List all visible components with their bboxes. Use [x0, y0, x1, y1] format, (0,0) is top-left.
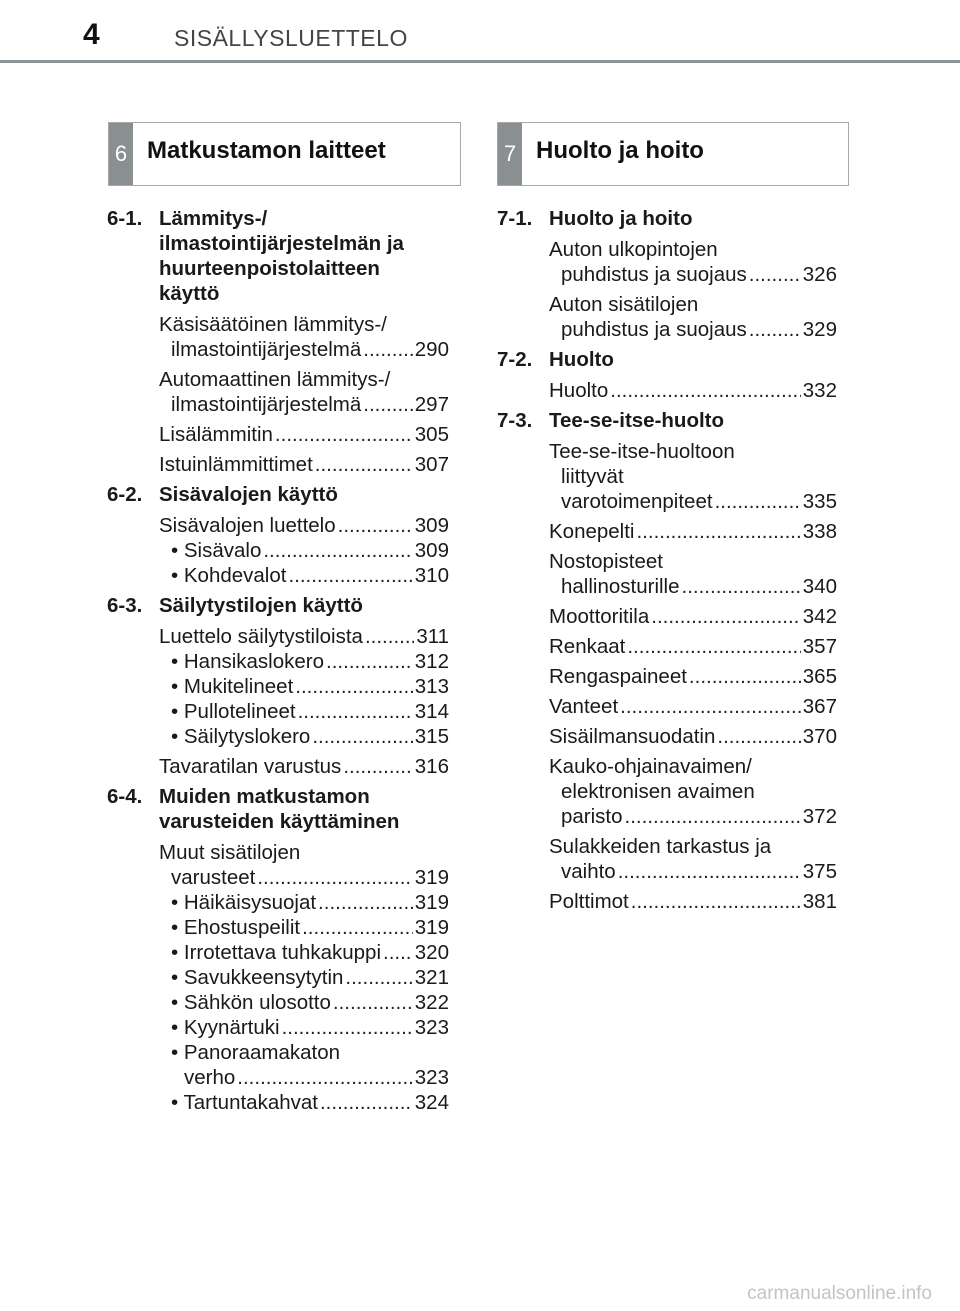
toc-subentry[interactable]	[171, 563, 449, 588]
toc-entry[interactable]	[159, 422, 449, 447]
section-title	[549, 347, 837, 372]
toc-subentry[interactable]	[171, 915, 449, 940]
toc-section	[497, 408, 837, 914]
dot-leader	[749, 262, 801, 287]
page-ref: 323	[414, 1066, 449, 1089]
entry-title: Vanteet	[549, 695, 619, 718]
page-ref: 310	[414, 564, 449, 587]
entry-text-line: liittyvät	[561, 465, 624, 488]
dot-leader	[717, 724, 800, 749]
toc-entry[interactable]	[549, 378, 837, 403]
page-ref: 329	[802, 318, 837, 341]
toc-section	[497, 347, 837, 403]
toc-entry[interactable]	[549, 439, 837, 514]
entry-leader-line	[549, 489, 837, 514]
dot-leader	[298, 699, 413, 724]
chapter-number-tab: 6	[109, 123, 133, 185]
entry-text-line: Auton ulkopintojen	[549, 238, 718, 261]
toc-entry[interactable]	[549, 292, 837, 342]
page-ref: 297	[414, 393, 449, 416]
entry-text-line: Kauko-ohjainavaimen/	[549, 755, 752, 778]
entry-leader-line	[549, 634, 837, 659]
dot-leader	[257, 865, 412, 890]
toc-entry[interactable]	[549, 834, 837, 884]
entry-leader-line	[159, 452, 449, 477]
toc-entry[interactable]	[159, 754, 449, 779]
toc-entry[interactable]	[549, 519, 837, 544]
section-number: 6-4.	[107, 785, 143, 808]
entry-leader-line	[159, 624, 449, 649]
dot-leader	[318, 890, 413, 915]
toc-column-chapter-7	[497, 206, 837, 919]
dot-leader	[326, 649, 413, 674]
section-title-line: varusteiden käyttäminen	[159, 810, 400, 833]
section-number: 7-3.	[497, 409, 533, 432]
page-ref: 313	[414, 675, 449, 698]
page-ref: 321	[414, 966, 449, 989]
entry-title: • Säilytyslokero	[171, 725, 311, 748]
dot-leader	[275, 422, 413, 447]
page-ref: 324	[414, 1091, 449, 1114]
section-title-line: ilmastointijärjestelmän ja	[159, 232, 404, 255]
entry-title: Polttimot	[549, 890, 629, 913]
toc-entry[interactable]	[549, 604, 837, 629]
entry-leader-line	[159, 337, 449, 362]
entry-title: • Ehostuspeilit	[171, 916, 301, 939]
page-ref: 319	[414, 916, 449, 939]
entry-text-line: Auton sisätilojen	[549, 293, 699, 316]
entry-leader-line	[549, 317, 837, 342]
entry-leader-line	[159, 392, 449, 417]
entry-leader-line	[549, 378, 837, 403]
toc-subentry[interactable]	[171, 724, 449, 749]
page-ref: 314	[414, 700, 449, 723]
section-title-line: Huolto	[549, 348, 614, 371]
entry-title: varusteet	[171, 866, 256, 889]
section-heading[interactable]	[107, 593, 449, 618]
entry-title: • Sisävalo	[171, 539, 262, 562]
entry-leader-line	[171, 1015, 449, 1040]
toc-subentry[interactable]	[171, 1090, 449, 1115]
section-title	[159, 593, 449, 618]
dot-leader	[320, 1090, 413, 1115]
page-ref: 323	[414, 1016, 449, 1039]
dot-leader	[689, 664, 801, 689]
entry-leader-line	[549, 519, 837, 544]
dot-leader	[345, 965, 412, 990]
entry-text-line: Sulakkeiden tarkastus ja	[549, 835, 772, 858]
section-number: 7-1.	[497, 207, 533, 230]
entry-leader-line	[171, 674, 449, 699]
entry-title: puhdistus ja suojaus	[561, 263, 747, 286]
entry-title: verho	[184, 1066, 236, 1089]
page-ref: 307	[414, 453, 449, 476]
section-title	[159, 206, 449, 306]
header-divider	[0, 60, 960, 63]
toc-subentry[interactable]	[171, 699, 449, 724]
page-ref: 290	[414, 338, 449, 361]
entry-leader-line	[171, 1090, 449, 1115]
chapter-title: Huolto ja hoito	[536, 137, 704, 164]
dot-leader	[295, 674, 413, 699]
toc-entry[interactable]	[159, 452, 449, 477]
page-ref: 311	[416, 625, 449, 648]
chapter-number-tab: 7	[498, 123, 522, 185]
entry-title: Tavaratilan varustus	[159, 755, 342, 778]
toc-subentry[interactable]	[171, 965, 449, 990]
dot-leader	[343, 754, 412, 779]
entry-leader-line	[549, 724, 837, 749]
section-title	[159, 784, 449, 834]
page-ref: 309	[414, 539, 449, 562]
page-number: 4	[83, 18, 100, 51]
dot-leader	[618, 859, 801, 884]
toc-section	[107, 206, 449, 477]
entry-title: • Kyynärtuki	[171, 1016, 280, 1039]
entry-leader-line	[159, 865, 449, 890]
entry-text-line: Tee-se-itse-huoltoon	[549, 440, 735, 463]
dot-leader	[625, 804, 801, 829]
section-number: 6-1.	[107, 207, 143, 230]
entry-title: Huolto	[549, 379, 609, 402]
toc-section	[107, 482, 449, 588]
entry-leader-line	[171, 990, 449, 1015]
entry-title: • Kohdevalot	[171, 564, 287, 587]
entry-leader-line	[171, 699, 449, 724]
entry-title: ilmastointijärjestelmä	[171, 338, 362, 361]
page-ref: 335	[802, 490, 837, 513]
page-ref: 367	[802, 695, 837, 718]
dot-leader	[302, 915, 413, 940]
entry-text-line: Automaattinen lämmitys-/	[159, 368, 391, 391]
dot-leader	[312, 724, 412, 749]
page-ref: 305	[414, 423, 449, 446]
chapter-7-header	[497, 122, 849, 186]
dot-leader	[636, 519, 800, 544]
entry-title: • Irrotettava tuhkakuppi	[171, 941, 382, 964]
toc-entry[interactable]	[159, 367, 449, 417]
dot-leader	[620, 694, 801, 719]
dot-leader	[263, 538, 412, 563]
entry-leader-line	[171, 940, 449, 965]
entry-title: vaihto	[561, 860, 616, 883]
entry-leader-line	[171, 538, 449, 563]
toc-section	[107, 784, 449, 1115]
dot-leader	[627, 634, 800, 659]
dot-leader	[237, 1065, 413, 1090]
entry-leader-line	[171, 563, 449, 588]
header-title: SISÄLLYSLUETTELO	[174, 25, 408, 51]
entry-title: Istuinlämmittimet	[159, 453, 313, 476]
section-heading[interactable]	[497, 408, 837, 433]
dot-leader	[338, 513, 413, 538]
page-header	[0, 0, 960, 64]
toc-entry[interactable]	[549, 754, 837, 829]
section-heading[interactable]	[107, 482, 449, 507]
entry-leader-line	[171, 965, 449, 990]
entry-title: varotoimenpiteet	[561, 490, 713, 513]
section-number: 6-3.	[107, 594, 143, 617]
entry-title: Konepelti	[549, 520, 635, 543]
dot-leader	[749, 317, 801, 342]
dot-leader	[363, 392, 413, 417]
entry-title: • Mukitelineet	[171, 675, 294, 698]
section-heading[interactable]	[497, 206, 837, 231]
dot-leader	[282, 1015, 413, 1040]
chapter-title: Matkustamon laitteet	[147, 137, 386, 164]
section-heading[interactable]	[497, 347, 837, 372]
section-heading[interactable]	[107, 784, 449, 834]
section-title	[159, 482, 449, 507]
toc-subentry[interactable]	[171, 940, 449, 965]
toc-entry[interactable]	[549, 889, 837, 914]
entry-title: Rengaspaineet	[549, 665, 687, 688]
toc-column-chapter-6	[107, 206, 449, 1120]
toc-subentry[interactable]	[171, 649, 449, 674]
toc-entry[interactable]	[549, 634, 837, 659]
entry-text-line: • Panoraamakaton	[171, 1041, 341, 1064]
dot-leader	[365, 624, 414, 649]
section-title	[549, 408, 837, 433]
toc-entry[interactable]	[159, 840, 449, 890]
entry-title: Sisäilmansuodatin	[549, 725, 716, 748]
section-title-line: käyttö	[159, 282, 220, 305]
dot-leader	[610, 378, 801, 403]
section-heading[interactable]	[107, 206, 449, 306]
toc-entry[interactable]	[549, 237, 837, 287]
toc-subentry[interactable]	[171, 674, 449, 699]
dot-leader	[715, 489, 801, 514]
entry-title: Lisälämmitin	[159, 423, 273, 446]
dot-leader	[631, 889, 801, 914]
section-title-line: Huolto ja hoito	[549, 207, 693, 230]
entry-title: puhdistus ja suojaus	[561, 318, 747, 341]
page-ref: 316	[414, 755, 449, 778]
section-number: 7-2.	[497, 348, 533, 371]
page-ref: 319	[414, 891, 449, 914]
entry-title: • Häikäisysuojat	[171, 891, 317, 914]
section-number: 6-2.	[107, 483, 143, 506]
toc-entry[interactable]	[549, 664, 837, 689]
page-ref: 375	[802, 860, 837, 883]
entry-leader-line	[171, 649, 449, 674]
toc-section	[497, 206, 837, 342]
entry-leader-line	[549, 604, 837, 629]
toc-subentry[interactable]	[171, 538, 449, 563]
dot-leader	[363, 337, 413, 362]
page-ref: 365	[802, 665, 837, 688]
page-ref: 340	[802, 575, 837, 598]
section-title-line: Lämmitys-/	[159, 207, 268, 230]
dot-leader	[315, 452, 413, 477]
section-title-line: huurteenpoistolaitteen	[159, 257, 380, 280]
entry-title: • Hansikaslokero	[171, 650, 325, 673]
entry-text-line: Nostopisteet	[549, 550, 663, 573]
page-ref: 357	[802, 635, 837, 658]
entry-leader-line	[171, 915, 449, 940]
page-ref: 320	[414, 941, 449, 964]
entry-title: hallinosturille	[561, 575, 680, 598]
dot-leader	[333, 990, 413, 1015]
chapter-6-header	[108, 122, 461, 186]
dot-leader	[651, 604, 801, 629]
section-title-line: Muiden matkustamon	[159, 785, 370, 808]
entry-leader-line	[171, 724, 449, 749]
entry-title: • Tartuntakahvat	[171, 1091, 318, 1114]
entry-leader-line	[549, 694, 837, 719]
entry-text-line: Käsisäätöinen lämmitys-/	[159, 313, 387, 336]
entry-title: ilmastointijärjestelmä	[171, 393, 362, 416]
page-ref: 370	[802, 725, 837, 748]
entry-title: • Pullotelineet	[171, 700, 296, 723]
section-title	[549, 206, 837, 231]
entry-leader-line	[549, 262, 837, 287]
page-ref: 326	[802, 263, 837, 286]
entry-leader-line	[171, 890, 449, 915]
entry-title: • Savukkeensytytin	[171, 966, 344, 989]
entry-text-line: Muut sisätilojen	[159, 841, 301, 864]
page-ref: 381	[802, 890, 837, 913]
entry-title: paristo	[561, 805, 623, 828]
section-title-line: Tee-se-itse-huolto	[549, 409, 725, 432]
entry-text-line: elektronisen avaimen	[561, 780, 755, 803]
toc-entry[interactable]	[549, 549, 837, 599]
entry-leader-line	[159, 513, 449, 538]
entry-leader-line	[171, 1065, 449, 1090]
toc-subentry[interactable]	[171, 890, 449, 915]
entry-leader-line	[549, 664, 837, 689]
toc-entry[interactable]	[549, 724, 837, 749]
entry-title: • Sähkön ulosotto	[171, 991, 331, 1014]
page-ref: 315	[414, 725, 449, 748]
page-ref: 312	[414, 650, 449, 673]
dot-leader	[288, 563, 412, 588]
entry-leader-line	[159, 422, 449, 447]
page-ref: 319	[414, 866, 449, 889]
toc-subentry[interactable]	[171, 990, 449, 1015]
page-ref: 309	[414, 514, 449, 537]
toc-entry[interactable]	[159, 513, 449, 538]
page-ref: 332	[802, 379, 837, 402]
page-ref: 342	[802, 605, 837, 628]
entry-leader-line	[159, 754, 449, 779]
section-title-line: Säilytystilojen käyttö	[159, 594, 363, 617]
toc-subentry[interactable]	[171, 1015, 449, 1040]
entry-leader-line	[549, 804, 837, 829]
entry-leader-line	[549, 574, 837, 599]
page-ref: 338	[802, 520, 837, 543]
entry-leader-line	[549, 859, 837, 884]
entry-title: Sisävalojen luettelo	[159, 514, 336, 537]
entry-title: Luettelo säilytystiloista	[159, 625, 363, 648]
watermark: carmanualsonline.info	[747, 1283, 932, 1304]
toc-entry[interactable]	[549, 694, 837, 719]
page-ref: 372	[802, 805, 837, 828]
page-ref: 322	[414, 991, 449, 1014]
entry-title: Moottoritila	[549, 605, 650, 628]
entry-title: Renkaat	[549, 635, 626, 658]
toc-subentry[interactable]	[171, 1040, 449, 1090]
toc-entry[interactable]	[159, 312, 449, 362]
toc-entry[interactable]	[159, 624, 449, 649]
entry-leader-line	[549, 889, 837, 914]
dot-leader	[383, 940, 413, 965]
toc-section	[107, 593, 449, 779]
section-title-line: Sisävalojen käyttö	[159, 483, 338, 506]
dot-leader	[682, 574, 801, 599]
